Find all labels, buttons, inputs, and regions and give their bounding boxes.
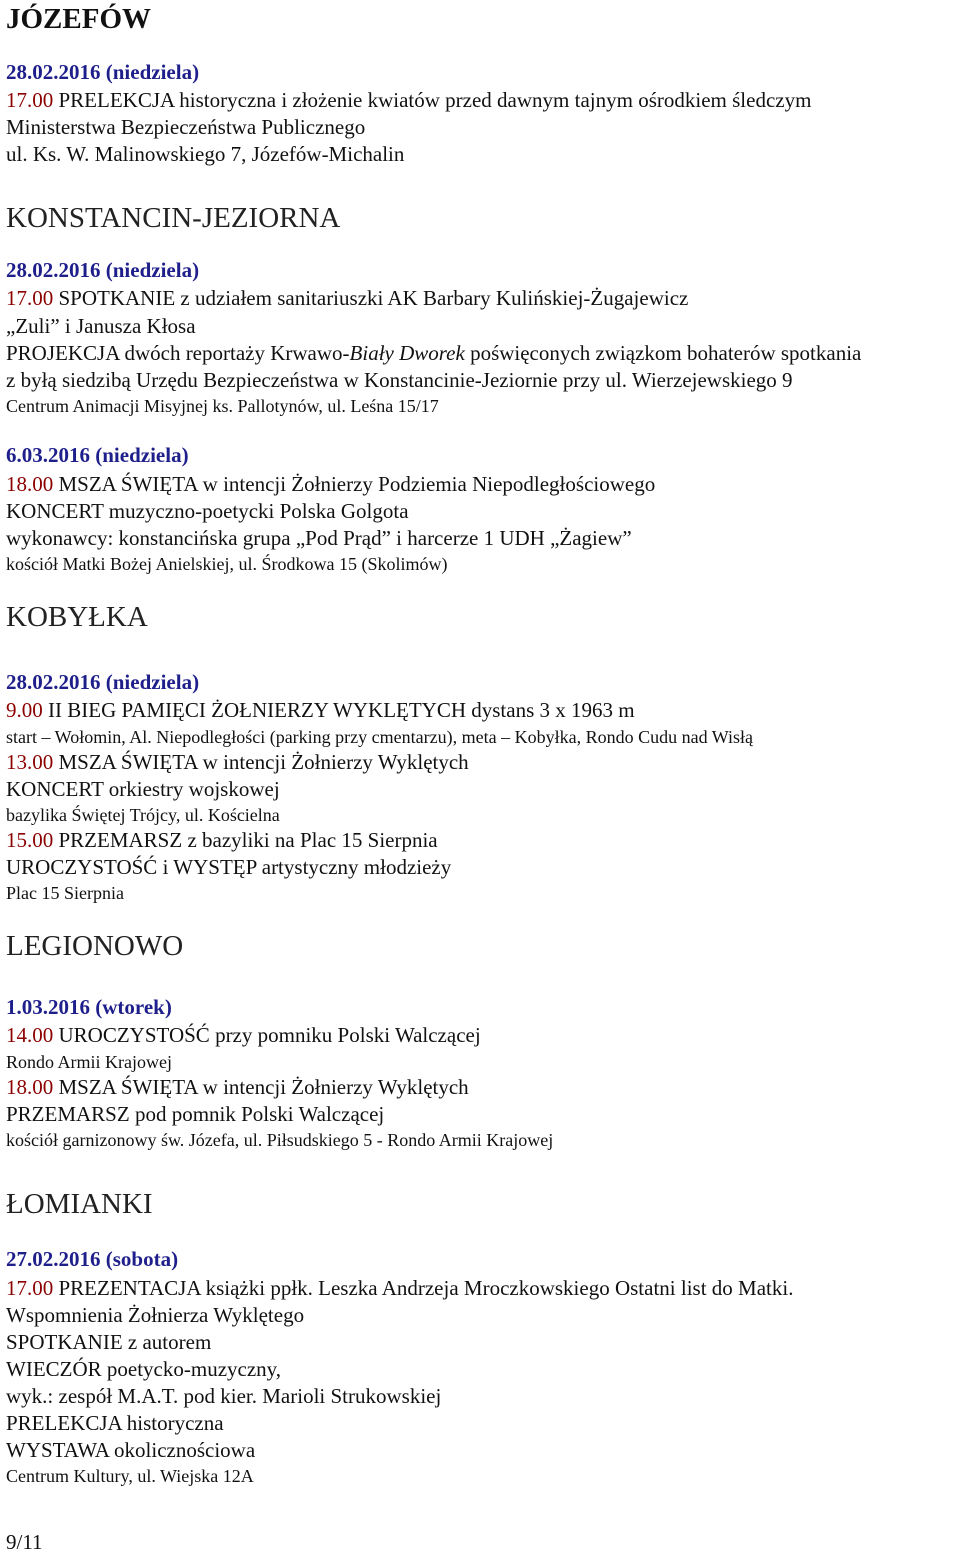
event-location: Centrum Kultury, ul. Wiejska 12A [6,1466,254,1486]
event-line: WIECZÓR poetycko-muzyczny, [6,1357,282,1381]
event-line [6,830,438,851]
event-text: UROCZYSTOŚĆ przy pomniku Polski Walczącej [53,1023,481,1047]
event-line: Ministerstwa Bezpieczeństwa Publicznego [6,115,366,139]
event-line [6,1278,793,1299]
event-line: PRZEMARSZ pod pomnik Polski Walczącej [6,1102,385,1126]
event-time: 17.00 [6,88,54,112]
event-time: 15.00 [6,828,54,852]
event-line: Wspomnienia Żołnierza Wyklętego [6,1303,305,1327]
city-heading: KONSTANCIN-JEZIORNA [6,202,341,234]
event-line [6,752,469,773]
event-line [6,90,811,111]
event-time: 17.00 [6,1276,54,1300]
event-date: 1.03.2016 (wtorek) [6,995,172,1019]
event-time: 18.00 [6,472,54,496]
event-line [6,1077,469,1098]
city-heading: JÓZEFÓW [6,3,152,35]
event-line [6,474,655,495]
event-line: WYSTAWA okolicznościowa [6,1438,256,1462]
event-text: poświęconych związkom bohaterów spotkania [464,341,862,365]
event-date: 28.02.2016 (niedziela) [6,60,200,84]
event-date: 28.02.2016 (niedziela) [6,670,200,694]
event-location: ul. Ks. W. Malinowskiego 7, Józefów-Michalin [6,142,405,166]
event-time: 18.00 [6,1075,54,1099]
event-text: SPOTKANIE z udziałem sanitariuszki AK Barbary Kulińskiej-Żugajewicz [53,286,689,310]
event-text: MSZA ŚWIĘTA w intencji Żołnierzy Wyklętych [53,750,469,774]
event-time: 17.00 [6,286,54,310]
event-date: 27.02.2016 (sobota) [6,1247,179,1271]
event-text: MSZA ŚWIĘTA w intencji Żołnierzy Wyklętych [53,1075,469,1099]
event-line [6,700,635,721]
event-location: Centrum Animacji Misyjnej ks. Pallotynów, ul. Leśna 15/17 [6,396,439,416]
event-time: 14.00 [6,1023,54,1047]
event-location: kościół garnizonowy św. Józefa, ul. Piłsudskiego 5 - Rondo Armii Krajowej [6,1130,554,1150]
event-line: start – Wołomin, Al. Niepodległości (parking przy cmentarzu), meta – Kobyłka, Rondo Cudu nad Wisłą [6,727,754,747]
event-time: 13.00 [6,750,54,774]
film-title: Biały Dworek [349,341,465,365]
city-heading: LEGIONOWO [6,930,184,962]
event-location: kościół Matki Bożej Anielskiej, ul. Środkowa 15 (Skolimów) [6,554,448,574]
event-text: PRZEMARSZ z bazyliki na Plac 15 Sierpnia [53,828,438,852]
event-line [6,343,861,364]
event-text: MSZA ŚWIĘTA w intencji Żołnierzy Podziemia Niepodległościowego [53,472,656,496]
city-heading: KOBYŁKA [6,601,148,633]
event-line: „Zuli” i Janusza Kłosa [6,314,196,338]
event-line: PRELEKCJA historyczna [6,1411,224,1435]
event-location: Rondo Armii Krajowej [6,1052,172,1072]
event-line: z byłą siedzibą Urzędu Bezpieczeństwa w Konstancinie-Jeziornie przy ul. Wierzejewskiego 9 [6,368,793,392]
event-location: bazylika Świętej Trójcy, ul. Kościelna [6,805,280,825]
event-line: SPOTKANIE z autorem [6,1330,212,1354]
event-text: PRELEKCJA historyczna i złożenie kwiatów przed dawnym tajnym ośrodkiem śledczym [53,88,812,112]
city-heading: ŁOMIANKI [6,1188,153,1220]
event-text: II BIEG PAMIĘCI ŻOŁNIERZY WYKLĘTYCH dystans 3 x 1963 m [42,698,635,722]
event-location: Plac 15 Sierpnia [6,883,124,903]
event-text: PREZENTACJA książki ppłk. Leszka Andrzeja Mroczkowskiego Ostatni list do Matki. [53,1276,794,1300]
event-line: wykonawcy: konstancińska grupa „Pod Prąd” i harcerze 1 UDH „Żagiew” [6,526,632,550]
event-line: UROCZYSTOŚĆ i WYSTĘP artystyczny młodzieży [6,855,452,879]
event-text: PROJEKCJA dwóch reportaży Krwawo- [6,341,350,365]
event-line [6,288,688,309]
event-time: 9.00 [6,698,43,722]
event-line [6,1025,481,1046]
event-line: wyk.: zespół M.A.T. pod kier. Marioli Strukowskiej [6,1384,442,1408]
event-line: KONCERT orkiestry wojskowej [6,777,280,801]
page-number: 9/11 [6,1530,43,1554]
event-date: 6.03.2016 (niedziela) [6,443,189,467]
event-line: KONCERT muzyczno-poetycki Polska Golgota [6,499,409,523]
event-date: 28.02.2016 (niedziela) [6,258,200,282]
